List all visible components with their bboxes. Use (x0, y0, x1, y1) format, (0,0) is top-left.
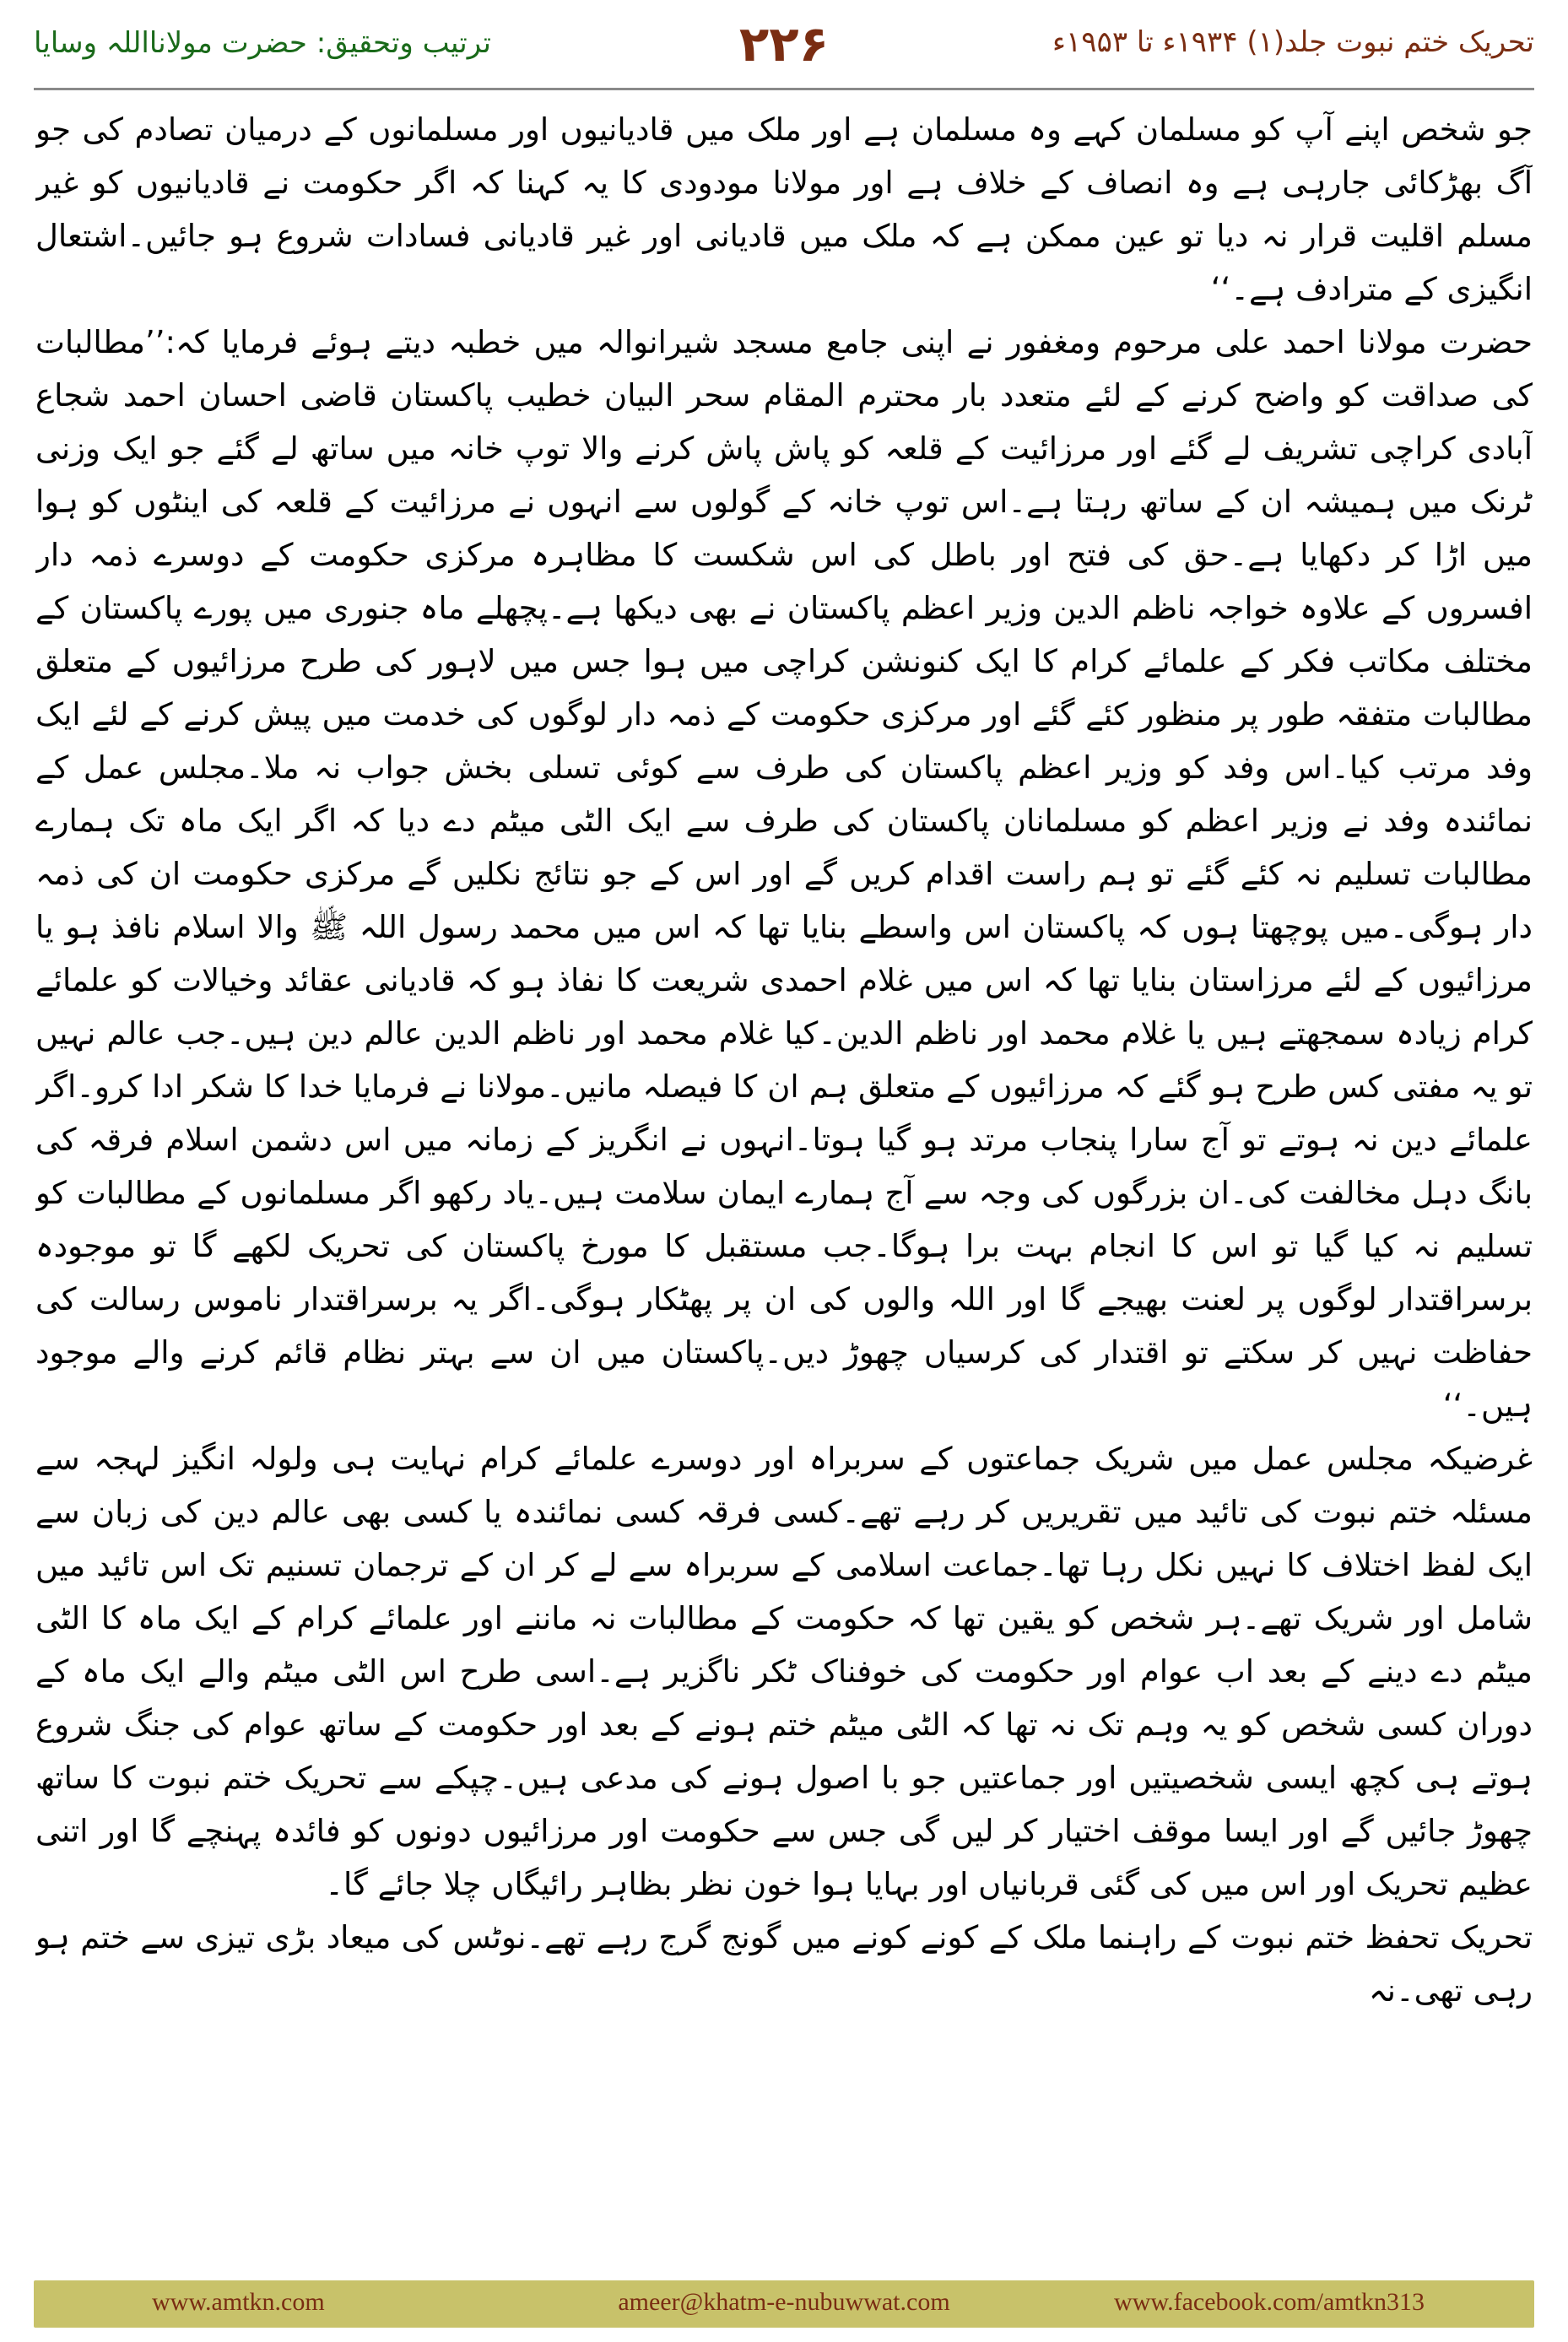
paragraph: تحریک تحفظ ختم نبوت کے راہنما ملک کے کونے کونے میں گونج گرج رہے تھے۔نوٹس کی میعاد بڑی تیزی سے ختم ہو رہی تھی۔نہ (35, 1919, 1533, 2009)
paragraph: غرضیکہ مجلس عمل میں شریک جماعتوں کے سربراہ اور دوسرے علمائے کرام نہایت ہی ولولہ انگیز لہجہ سے مسئلہ ختم نبوت کی تائید میں تقریریں کر رہے تھے۔کسی فرقہ کسی نمائندہ یا کسی بھی عالم دین کی زبان سے ایک لفظ اختلاف کا نہیں نکل رہا تھا۔جماعت اسلامی کے سربراہ سے لے کر ان کے ترجمان تسنیم تک اس تائید میں شامل اور شریک تھے۔ہر شخص کو یقین تھا کہ حکومت کے مطالبات نہ ماننے اور علمائے کرام کے ایک ماہ کا الٹی میٹم دے دینے کے بعد اب عوام اور حکومت کی خوفناک ٹکر ناگزیر ہے۔اسی طرح اس الٹی میٹم والے ایک ماہ کے دوران کسی شخص کو یہ وہم تک نہ تھا کہ الٹی میٹم ختم ہونے کے بعد اور حکومت کے ساتھ عوام کی جنگ شروع ہوتے ہی کچھ ایسی شخصیتیں اور جماعتیں جو با اصول ہونے کی مدعی ہیں۔چپکے سے تحریک ختم نبوت کا ساتھ چھوڑ جائیں گے اور ایسا موقف اختیار کر لیں گی جس سے حکومت اور مرزائیوں دونوں کو فائدہ پہنچے گا اور اتنی عظیم تحریک اور اس میں کی گئی قربانیاں اور بہایا ہوا خون نظر بظاہر رائیگاں چلا جائے گا۔ (35, 1441, 1533, 1902)
paragraph: حضرت مولانا احمد علی مرحوم ومغفور نے اپنی جامع مسجد شیرانوالہ میں خطبہ دیتے ہوئے فرمایا کہ:’’مطالبات کی صداقت کو واضح کرنے کے لئے متعدد بار محترم المقام سحر البیان خطیب پاکستان قاضی احسان احمد شجاع آبادی کراچی تشریف لے گئے اور مرزائیت کے قلعہ کو پاش پاش کرنے والا توپ خانہ میں ساتھ لے گئے جو ایک وزنی ٹرنک میں ہمیشہ ان کے ساتھ رہتا ہے۔اس توپ خانہ کے گولوں سے انہوں نے مرزائیت کے قلعہ کی اینٹوں کو ہوا میں اڑا کر دکھایا ہے۔حق کی فتح اور باطل کی اس شکست کا مظاہرہ مرکزی حکومت کے دوسرے ذمہ دار افسروں کے علاوہ خواجہ ناظم الدین وزیر اعظم پاکستان نے بھی دیکھا ہے۔پچھلے ماہ جنوری میں پورے پاکستان کے مختلف مکاتب فکر کے علمائے کرام کا ایک کنونشن کراچی میں ہوا جس میں لاہور کی طرح مرزائیوں کے متعلق مطالبات متفقہ طور پر منظور کئے گئے اور مرکزی حکومت کے ذمہ دار لوگوں کی خدمت میں پیش کرنے کے لئے ایک وفد مرتب کیا۔اس وفد کو وزیر اعظم پاکستان کی طرف سے کوئی تسلی بخش جواب نہ ملا۔مجلس عمل کے نمائندہ وفد نے وزیر اعظم کو مسلمانان پاکستان کی طرف سے ایک الٹی میٹم دے دیا کہ اگر ایک ماہ تک ہمارے مطالبات تسلیم نہ کئے گئے تو ہم راست اقدام کریں گے اور اس کے جو نتائج نکلیں گے مرکزی حکومت ان کی ذمہ دار ہوگی۔میں پوچھتا ہوں کہ پاکستان اس واسطے بنایا تھا کہ اس میں محمد رسول اللہ ﷺ والا اسلام نافذ ہو یا مرزائیوں کے لئے مرزاستان بنایا تھا کہ اس میں غلام احمدی شریعت کا نفاذ ہو کہ قادیانی عقائد وخیالات کو علمائے کرام زیادہ سمجھتے ہیں یا غلام محمد اور ناظم الدین۔کیا غلام محمد اور ناظم الدین عالم دین ہیں۔جب عالم نہیں تو یہ مفتی کس طرح ہو گئے کہ مرزائیوں کے متعلق ہم ان کا فیصلہ مانیں۔مولانا نے فرمایا خدا کا شکر ادا کرو۔اگر علمائے دین نہ ہوتے تو آج سارا پنجاب مرتد ہو گیا ہوتا۔انہوں نے انگریز کے زمانہ میں اس دشمن اسلام فرقہ کی بانگ دہل مخالفت کی۔ان بزرگوں کی وجہ سے آج ہمارے ایمان سلامت ہیں۔یاد رکھو اگر مسلمانوں کے مطالبات کو تسلیم نہ کیا گیا تو اس کا انجام بہت برا ہوگا۔جب مستقبل کا مورخ پاکستان کی تحریک لکھے گا تو موجودہ برسراقتدار لوگوں پر لعنت بھیجے گا اور اللہ والوں کی ان پر پھٹکار ہوگی۔اگر یہ برسراقتدار ناموس رسالت کی حفاظت نہیں کر سکتے تو اقتدار کی کرسیاں چھوڑ دیں۔پاکستان میں ان سے بہتر نظام قائم کرنے والے موجود ہیں۔‘‘ (35, 324, 1533, 1424)
page-body (35, 103, 1533, 2230)
header-divider (34, 88, 1534, 90)
email-link[interactable]: ameer@khatm-e-nubuwwat.com (618, 2288, 950, 2316)
compiler-credit: ترتیب وتحقیق: حضرت مولانااللہ وسایا (34, 26, 491, 60)
page-footer (34, 2280, 1534, 2328)
paragraph: جو شخص اپنے آپ کو مسلمان کہے وہ مسلمان ہے اور ملک میں قادیانیوں اور مسلمانوں کے درمیان تصادم کی جو آگ بھڑکائی جارہی ہے وہ انصاف کے خلاف ہے اور مولانا مودودی کا یہ کہنا کہ اگر حکومت نے قادیانیوں کو غیر مسلم اقلیت قرار نہ دیا تو عین ممکن ہے کہ ملک میں قادیانی اور غیر قادیانی فسادات شروع ہو جائیں۔اشتعال انگیزی کے مترادف ہے۔‘‘ (35, 111, 1533, 307)
facebook-link[interactable]: www.facebook.com/amtkn313 (1114, 2288, 1425, 2316)
page-header (34, 17, 1534, 84)
website-link[interactable]: www.amtkn.com (152, 2288, 325, 2316)
page-number: ۲۲۶ (738, 15, 830, 73)
book-title: تحریک ختم نبوت جلد(۱) ۱۹۳۴ء تا ۱۹۵۳ء (1052, 25, 1534, 59)
